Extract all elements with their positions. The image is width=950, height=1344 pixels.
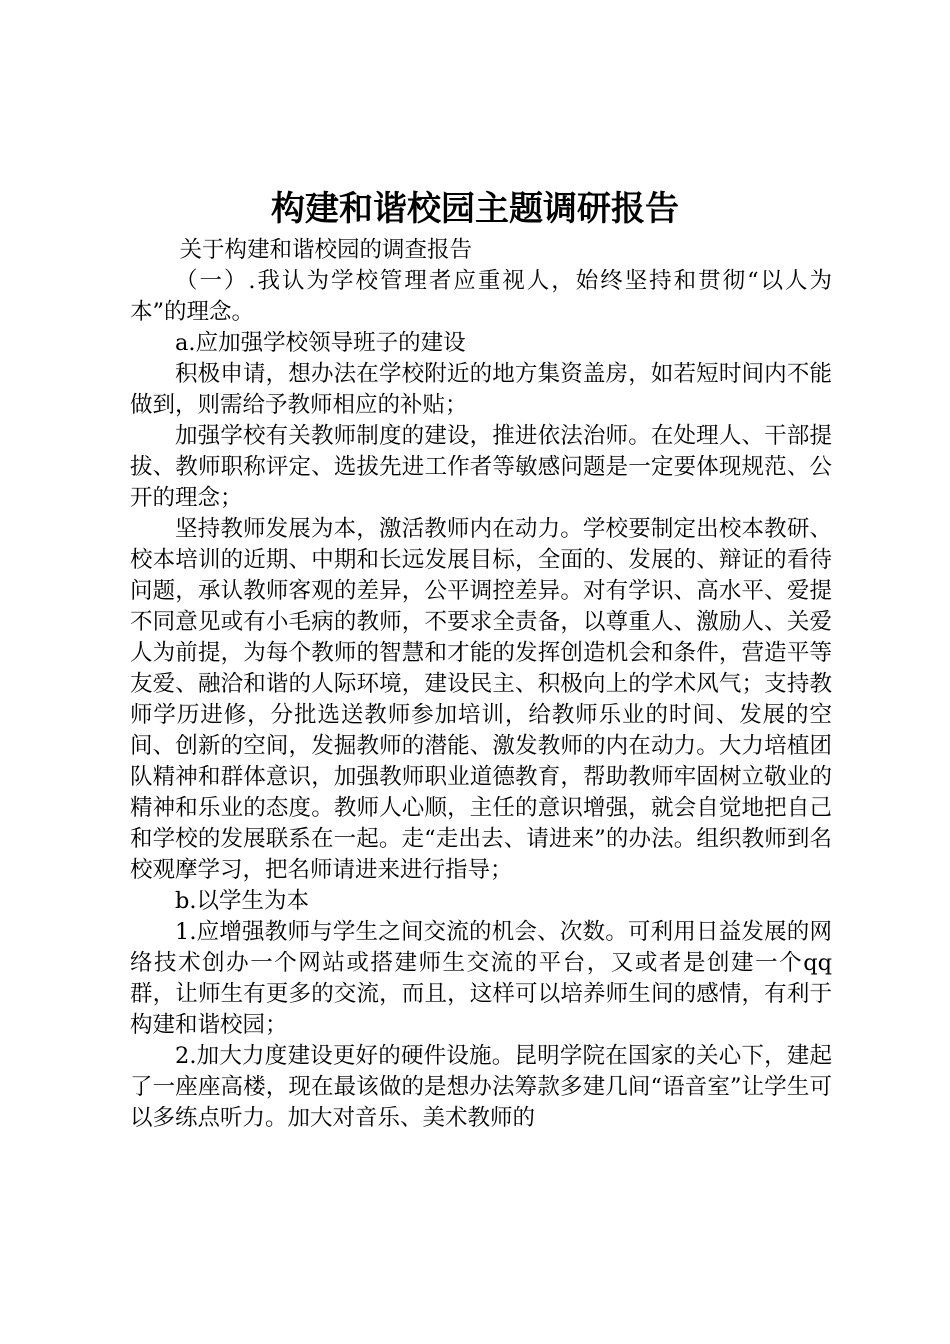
document-body <box>130 235 832 1134</box>
paragraph-subtitle: 关于构建和谐校园的调查报告 <box>179 237 473 263</box>
paragraph-housing: 积极申请，想办法在学校附近的地方集资盖房，如若短时间内不能做到，则需给予教师相应的补贴； <box>130 361 832 418</box>
document-title: 构建和谐校园主题调研报告 <box>271 189 679 229</box>
paragraph-item-1: 1.应增强教师与学生之间交流的机会、次数。可利用日益发展的网络技术创办一个网站或搭建师生交流的平台，又或者是创建一个qq群，让师生有更多的交流，而且，这样可以培养师生间的感情，有利于构建和谐校园； <box>130 919 832 1038</box>
paragraph-teacher-system: 加强学校有关教师制度的建设，推进依法治师。在处理人、干部提拔、教师职称评定、选拔先进工作者等敏感问题是一定要体现规范、公开的理念； <box>130 423 832 511</box>
paragraph-heading-b: b.以学生为本 <box>175 888 310 914</box>
paragraph-item-2: 2.加大力度建设更好的硬件设施。昆明学院在国家的关心下，建起了一座座高楼，现在最该做的是想办法筹款多建几间“语音室”让学生可以多练点听力。加大对音乐、美术教师的 <box>130 1043 832 1131</box>
paragraph-section-one: （一）.我认为学校管理者应重视人，始终坚持和贯彻“以人为本”的理念。 <box>130 268 832 325</box>
paragraph-teacher-development: 坚持教师发展为本，激活教师内在动力。学校要制定出校本教研、校本培训的近期、中期和长远发展目标，全面的、发展的、辩证的看待问题，承认教师客观的差异，公平调控差异。对有学识、高水平、爱提不同意见或有小毛病的教师，不要求全责备，以尊重人、激励人、关爱人为前提，为每个教师的智慧和才能的发挥创造机会和条件，营造平等友爱、融洽和谐的人际环境，建设民主、积极向上的学术风气；支持教师学历进修，分批选送教师参加培训，给教师乐业的时间、发展的空间、创新的空间，发掘教师的潜能、激发教师的内在动力。大力培植团队精神和群体意识，加强教师职业道德教育，帮助教师牢固树立敬业的精神和乐业的态度。教师人心顺，主任的意识增强，就会自觉地把自己和学校的发展联系在一起。走“走出去、请进来”的办法。组织教师到名校观摩学习，把名师请进来进行指导； <box>130 516 832 883</box>
paragraph-heading-a: a.应加强学校领导班子的建设 <box>175 330 466 356</box>
